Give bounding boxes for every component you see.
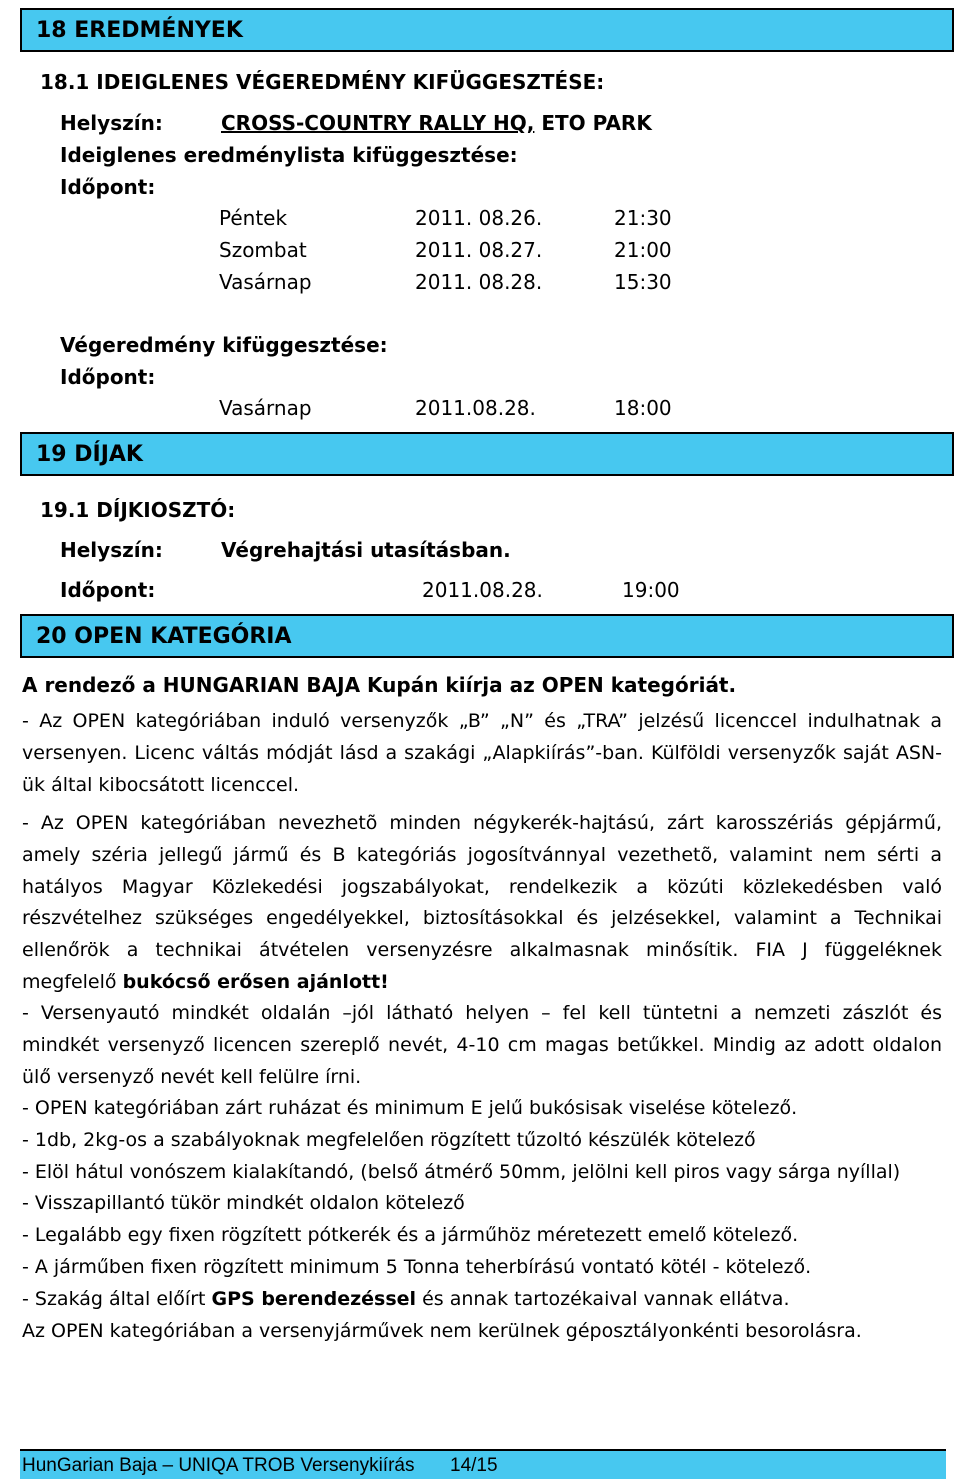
final-results-label: Végeredmény kifüggesztése: bbox=[60, 333, 388, 357]
page-footer bbox=[20, 1449, 946, 1479]
paragraph-marking: - Versenyautó mindkét oldalán –jól látható helyen – fel kell tüntetni a nemzeti zászlót és mindkét versenyző licencen szereplő nevét, 4-10 cm magas betűkkel. Mindig az adott oldalon ülő versenyző nevét kell felülre írni. bbox=[22, 1002, 942, 1088]
awards-time-label: Időpont: bbox=[60, 578, 156, 602]
schedule-time: 21:30 bbox=[614, 206, 672, 230]
location-label: Helyszín: bbox=[60, 111, 163, 135]
list-item: - OPEN kategóriában zárt ruházat és minimum E jelű bukósisak viselése kötelező. bbox=[22, 1097, 798, 1119]
schedule-day: Péntek bbox=[219, 206, 288, 230]
closing-line: Az OPEN kategóriában a versenyjárművek nem kerülnek géposztályonkénti besorolásra. bbox=[22, 1319, 862, 1342]
final-date: 2011.08.28. bbox=[415, 396, 536, 420]
temp-list-label: Ideiglenes eredménylista kifüggesztése: bbox=[60, 143, 518, 167]
section-20-title: 20 OPEN KATEGÓRIA bbox=[36, 624, 292, 649]
awards-location-value: Végrehajtási utasításban. bbox=[221, 538, 511, 562]
list-item: - A járműben fixen rögzített minimum 5 Tonna teherbírású vontató kötél - kötelező. bbox=[22, 1255, 812, 1278]
location-value: CROSS-COUNTRY RALLY HQ, ETO PARK bbox=[221, 111, 652, 135]
awards-date: 2011.08.28. bbox=[422, 578, 543, 602]
schedule-date: 2011. 08.26. bbox=[415, 206, 543, 230]
final-time: 18:00 bbox=[614, 396, 672, 420]
open-intro: A rendező a HUNGARIAN BAJA Kupán kiírja az OPEN kategóriát. bbox=[22, 673, 737, 697]
schedule-date: 2011. 08.28. bbox=[415, 270, 543, 294]
awards-location-label: Helyszín: bbox=[60, 538, 163, 562]
schedule-time: 21:00 bbox=[614, 238, 672, 262]
section-18-header bbox=[20, 8, 954, 52]
section-18-1-title: 18.1 IDEIGLENES VÉGEREDMÉNY KIFÜGGESZTÉSE: bbox=[40, 70, 605, 94]
section-19-header bbox=[20, 432, 954, 476]
awards-time: 19:00 bbox=[622, 578, 680, 602]
schedule-day: Vasárnap bbox=[219, 270, 312, 294]
time-label: Időpont: bbox=[60, 175, 156, 199]
paragraph-eligibility: - Az OPEN kategóriában nevezhetõ minden négykerék-hajtású, zárt karosszériás gépjármű, amely széria jellegű jármű és B kategóriás jogosítvánnyal vezethetõ, valamint nem sérti a hatályos Magyar Közlekedési jogszabályokat, rendelkezik a közúti közlekedésben való részvételhez szükséges engedélyekkel, biztosításokkal és jelzésekkel, valamint a Technikai ellenőrök a technikai átvételen versenyzésre alkalmasnak minősítik. FIA J függeléknek megfelelő bukócső erősen ajánlott! bbox=[22, 812, 942, 993]
page-number: 14/15 bbox=[450, 1455, 498, 1476]
schedule-date: 2011. 08.27. bbox=[415, 238, 543, 262]
rollcage-recommendation: bukócső erősen ajánlott! bbox=[122, 970, 389, 993]
list-item: - Visszapillantó tükör mindkét oldalon kötelező bbox=[22, 1192, 465, 1215]
section-19-title: 19 DÍJAK bbox=[36, 442, 143, 467]
section-20-header bbox=[20, 614, 954, 658]
paragraph-licence: - Az OPEN kategóriában induló versenyzők „B” „N” és „TRA” jelzésű licenccel indulhatnak a versenyen. Licenc váltás módját lásd a szakági „Alapkiírás”-ban. Külföldi versenyzők saját ASN-ük által kibocsátott licenccel. bbox=[22, 710, 942, 796]
section-19-1-title: 19.1 DÍJKIOSZTÓ: bbox=[40, 498, 236, 522]
gps-item: - Szakág által előírt GPS berendezéssel és annak tartozékaival vannak ellátva. bbox=[22, 1287, 790, 1310]
final-time-label: Időpont: bbox=[60, 365, 156, 389]
final-day: Vasárnap bbox=[219, 396, 312, 420]
schedule-day: Szombat bbox=[219, 238, 307, 262]
footer-title: HunGarian Baja – UNIQA TROB Versenykiírás bbox=[22, 1455, 415, 1476]
requirements-list bbox=[22, 1093, 942, 1347]
section-18-title: 18 EREDMÉNYEK bbox=[36, 18, 243, 43]
list-item: - Legalább egy fixen rögzített pótkerék és a járműhöz méretezett emelő kötelező. bbox=[22, 1224, 799, 1247]
schedule-time: 15:30 bbox=[614, 270, 672, 294]
list-item: - Elöl hátul vonószem kialakítandó, (belső átmérő 50mm, jelölni kell piros vagy sárga nyíllal) bbox=[22, 1160, 901, 1183]
list-item: - 1db, 2kg-os a szabályoknak megfelelően rögzített tűzoltó készülék kötelező bbox=[22, 1128, 756, 1151]
